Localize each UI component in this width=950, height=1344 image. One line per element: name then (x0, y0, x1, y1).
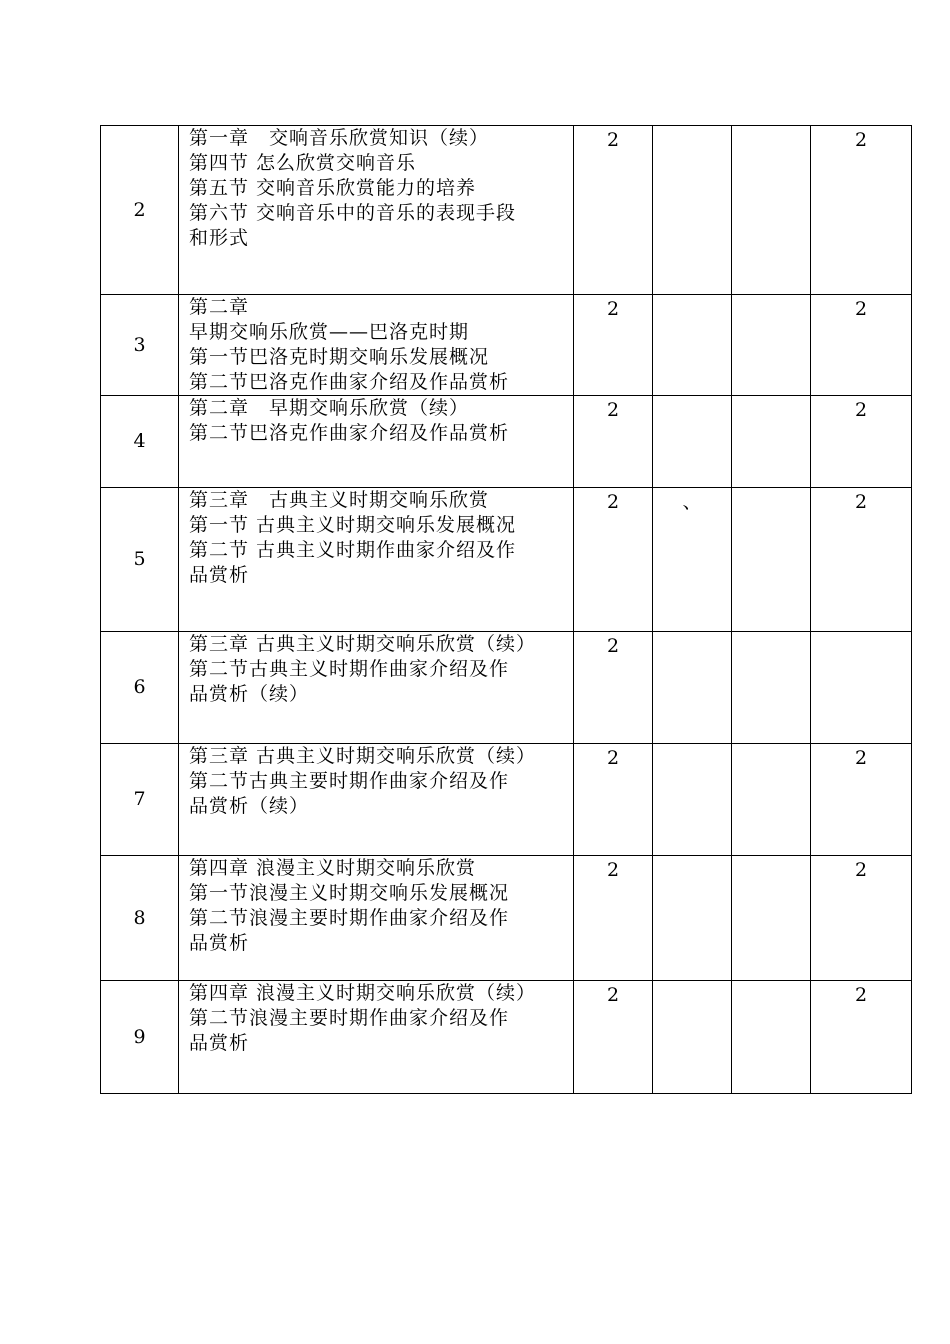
hours-cell-col5 (732, 295, 811, 396)
lesson-content-cell (179, 744, 574, 856)
week-number-cell: 4 (101, 396, 179, 488)
lesson-content-line: 第二节巴洛克作曲家介绍及作品赏析 (189, 371, 510, 393)
lesson-content-line: 第二节古典主义时期作曲家介绍及作 (189, 658, 510, 680)
hours-cell-col5 (732, 396, 811, 488)
lesson-content-cell (179, 632, 574, 744)
course-schedule-table (100, 125, 912, 1094)
hours-cell-col6: 2 (811, 856, 912, 981)
hours-cell-col4 (653, 295, 732, 396)
lesson-content-line: 第二节巴洛克作曲家介绍及作品赏析 (189, 422, 510, 444)
lesson-content-line: 第一节浪漫主义时期交响乐发展概况 (189, 882, 510, 904)
lesson-content-line: 和形式 (189, 227, 250, 249)
lesson-content-line: 第一节巴洛克时期交响乐发展概况 (189, 346, 490, 368)
hours-cell-col5 (732, 488, 811, 632)
hours-cell-col6 (811, 632, 912, 744)
hours-cell-col4 (653, 981, 732, 1094)
lesson-content-cell (179, 396, 574, 488)
lesson-content-line: 品赏析 (189, 564, 250, 586)
hours-cell-col3: 2 (574, 744, 653, 856)
lesson-content-cell (179, 981, 574, 1094)
lesson-content-line: 品赏析（续） (189, 795, 310, 817)
hours-cell-col3: 2 (574, 856, 653, 981)
lesson-content-line: 第四章 浪漫主义时期交响乐欣赏 (189, 857, 477, 879)
week-number-cell: 2 (101, 126, 179, 295)
hours-cell-col3: 2 (574, 396, 653, 488)
hours-cell-col6: 2 (811, 744, 912, 856)
hours-cell-col6: 2 (811, 488, 912, 632)
week-number-cell: 5 (101, 488, 179, 632)
hours-cell-col5 (732, 744, 811, 856)
lesson-content-line: 第一章 交响音乐欣赏知识（续） (189, 127, 490, 149)
hours-cell-col5 (732, 981, 811, 1094)
table-row (101, 632, 912, 744)
lesson-content-line: 第三章 古典主义时期交响乐欣赏（续） (189, 633, 537, 655)
table-row (101, 396, 912, 488)
hours-cell-col6: 2 (811, 981, 912, 1094)
lesson-content-cell (179, 126, 574, 295)
lesson-content-line: 品赏析（续） (189, 683, 310, 705)
lesson-content-line: 品赏析 (189, 932, 250, 954)
hours-cell-col4 (653, 126, 732, 295)
hours-cell-col3: 2 (574, 981, 653, 1094)
table-row (101, 488, 912, 632)
hours-cell-col3: 2 (574, 126, 653, 295)
lesson-content-line: 第二节浪漫主要时期作曲家介绍及作 (189, 1007, 510, 1029)
lesson-content-line: 第四节 怎么欣赏交响音乐 (189, 152, 417, 174)
week-number-cell: 6 (101, 632, 179, 744)
hours-cell-col6: 2 (811, 126, 912, 295)
lesson-content-line: 第二节古典主要时期作曲家介绍及作 (189, 770, 510, 792)
hours-cell-col3: 2 (574, 295, 653, 396)
week-number-cell: 7 (101, 744, 179, 856)
lesson-content-line: 早期交响乐欣赏——巴洛克时期 (189, 321, 470, 343)
lesson-content-line: 第四章 浪漫主义时期交响乐欣赏（续） (189, 982, 537, 1004)
hours-cell-col5 (732, 126, 811, 295)
table-row (101, 126, 912, 295)
lesson-content-line: 第二节浪漫主要时期作曲家介绍及作 (189, 907, 510, 929)
lesson-content-cell (179, 856, 574, 981)
lesson-content-line: 第二章 早期交响乐欣赏（续） (189, 397, 470, 419)
schedule-body (101, 126, 912, 1094)
table-row (101, 856, 912, 981)
week-number-cell: 8 (101, 856, 179, 981)
hours-cell-col3: 2 (574, 488, 653, 632)
lesson-content-line: 第五节 交响音乐欣赏能力的培养 (189, 177, 477, 199)
lesson-content-line: 第三章 古典主义时期交响乐欣赏 (189, 489, 490, 511)
hours-cell-col4: 、 (653, 488, 732, 632)
lesson-content-line: 第六节 交响音乐中的音乐的表现手段 (189, 202, 517, 224)
lesson-content-line: 第二节 古典主义时期作曲家介绍及作 (189, 539, 517, 561)
hours-cell-col3: 2 (574, 632, 653, 744)
hours-cell-col5 (732, 632, 811, 744)
table-row (101, 981, 912, 1094)
hours-cell-col4 (653, 632, 732, 744)
hours-cell-col4 (653, 856, 732, 981)
lesson-content-line: 第一节 古典主义时期交响乐发展概况 (189, 514, 517, 536)
lesson-content-cell (179, 295, 574, 396)
lesson-content-cell (179, 488, 574, 632)
hours-cell-col5 (732, 856, 811, 981)
table-row (101, 295, 912, 396)
lesson-content-line: 品赏析 (189, 1032, 250, 1054)
lesson-content-line: 第二章 (189, 296, 250, 318)
lesson-content-line: 第三章 古典主义时期交响乐欣赏（续） (189, 745, 537, 767)
week-number-cell: 9 (101, 981, 179, 1094)
hours-cell-col4 (653, 744, 732, 856)
table-row (101, 744, 912, 856)
hours-cell-col4 (653, 396, 732, 488)
hours-cell-col6: 2 (811, 295, 912, 396)
hours-cell-col6: 2 (811, 396, 912, 488)
week-number-cell: 3 (101, 295, 179, 396)
